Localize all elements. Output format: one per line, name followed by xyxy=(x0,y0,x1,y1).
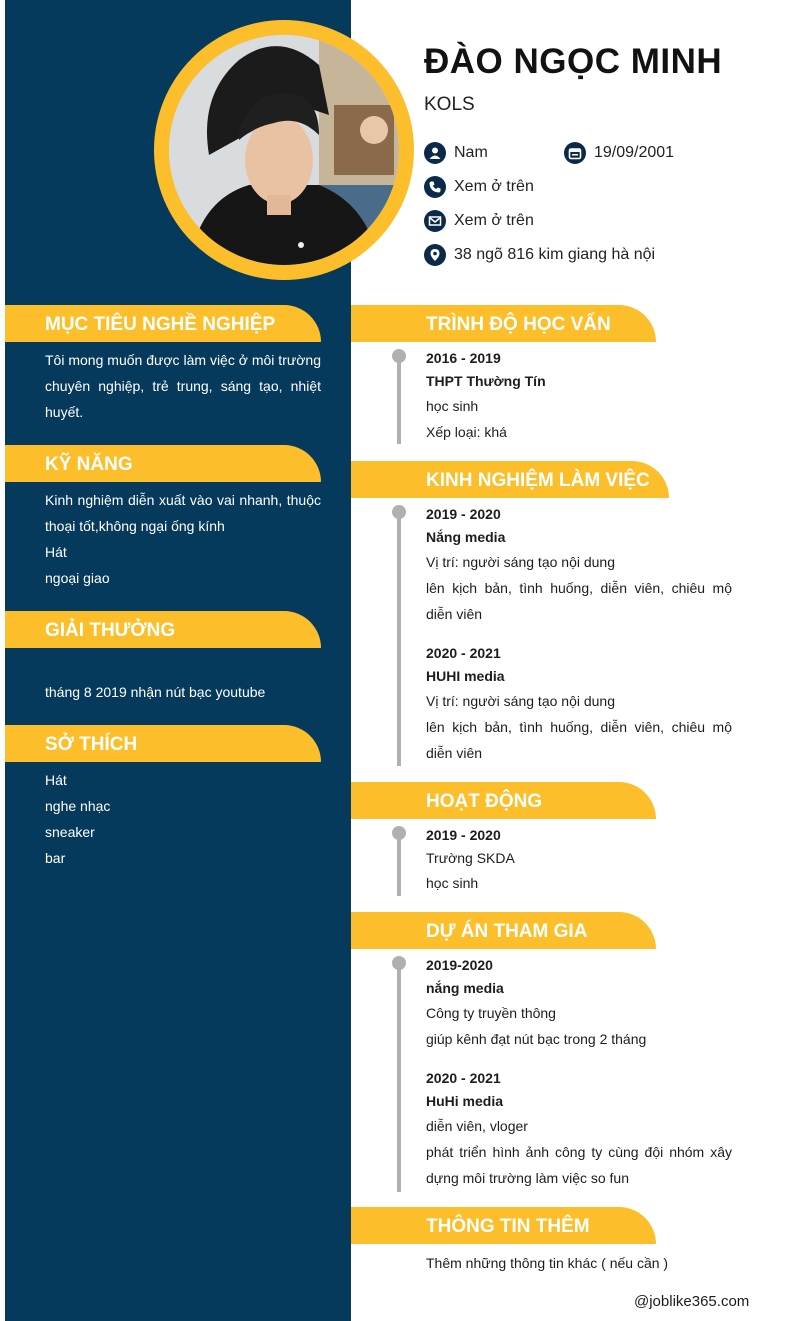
entry-line: lên kịch bản, tình huống, diễn viên, chiêu mộ diễn viên xyxy=(426,719,732,761)
awards-list xyxy=(45,679,321,705)
timeline-line xyxy=(397,356,401,444)
entry-period: 2020 - 2021 xyxy=(426,1070,501,1086)
timeline-line xyxy=(397,833,401,896)
user-icon xyxy=(424,142,446,164)
hobbies-list xyxy=(45,767,321,871)
entry-line: học sinh xyxy=(426,398,479,414)
info-birthdate xyxy=(564,142,674,164)
entry-line: lên kịch bản, tình huống, diễn viên, chiêu mộ diễn viên xyxy=(426,580,732,622)
entry-organization: Trường SKDA xyxy=(426,850,515,866)
info-phone xyxy=(424,176,534,198)
timeline-line xyxy=(397,512,401,766)
footer-credit: @joblike365.com xyxy=(634,1293,750,1310)
entry-line: giúp kênh đạt nút bạc trong 2 tháng xyxy=(426,1031,647,1047)
more-info xyxy=(426,1250,732,1276)
section-projects-title: DỰ ÁN THAM GIA xyxy=(351,912,656,949)
timeline-dot xyxy=(392,349,406,363)
section-activities-title: HOẠT ĐỘNG xyxy=(351,782,656,819)
section-skills-title: KỸ NĂNG xyxy=(5,445,321,482)
phone-icon xyxy=(424,176,446,198)
list-item: Hát xyxy=(45,772,67,788)
list-item: sneaker xyxy=(45,824,95,840)
info-email xyxy=(424,210,534,232)
entry-period: 2020 - 2021 xyxy=(426,645,501,661)
info-gender xyxy=(424,142,488,164)
experience-entry xyxy=(426,642,732,766)
location-pin-icon xyxy=(424,244,446,266)
list-item: bar xyxy=(45,850,66,866)
project-entry xyxy=(426,1067,732,1191)
phone-value: Xem ở trên xyxy=(454,178,534,195)
entry-line: diễn viên, vloger xyxy=(426,1118,528,1134)
entry-organization: HUHI media xyxy=(426,668,505,684)
section-experience-title: KINH NGHIỆM LÀM VIỆC xyxy=(351,461,669,498)
list-item: nghe nhạc xyxy=(45,798,111,814)
timeline-dot xyxy=(392,956,406,970)
experience-entry xyxy=(426,503,732,627)
more-info-text: Thêm những thông tin khác ( nếu cần ) xyxy=(426,1255,669,1271)
entry-organization: nắng media xyxy=(426,980,504,996)
avatar xyxy=(169,35,399,265)
entry-organization: THPT Thường Tín xyxy=(426,373,546,389)
skills-list xyxy=(45,487,321,591)
section-hobbies-title: SỞ THÍCH xyxy=(5,725,321,762)
info-address xyxy=(424,244,655,266)
education-entry xyxy=(426,347,732,445)
entry-period: 2019-2020 xyxy=(426,957,493,973)
list-item: tháng 8 2019 nhận nút bạc youtube xyxy=(45,684,266,700)
section-awards-title: GIẢI THƯỞNG xyxy=(5,611,321,648)
calendar-icon xyxy=(564,142,586,164)
email-value: Xem ở trên xyxy=(454,212,534,229)
entry-period: 2019 - 2020 xyxy=(426,827,501,843)
objective-text: Tôi mong muốn được làm việc ở môi trường chuyên nghiệp, trẻ trung, sáng tạo, nhiệt huyết. xyxy=(45,352,321,420)
entry-line: Công ty truyền thông xyxy=(426,1005,556,1021)
entry-period: 2019 - 2020 xyxy=(426,506,501,522)
gender-value: Nam xyxy=(454,144,488,161)
list-item: Hát xyxy=(45,544,67,560)
entry-organization: HuHi media xyxy=(426,1093,504,1109)
entry-line: Vị trí: người sáng tạo nội dung xyxy=(426,693,615,709)
list-item: Kinh nghiệm diễn xuất vào vai nhanh, thuộc thoại tốt,không ngại ống kính xyxy=(45,492,321,534)
avatar-photo-illustration xyxy=(169,35,399,265)
activity-entry xyxy=(426,824,732,896)
timeline-dot xyxy=(392,826,406,840)
project-entry xyxy=(426,954,732,1052)
candidate-name: ĐÀO NGỌC MINH xyxy=(424,42,723,81)
list-item: ngoại giao xyxy=(45,570,110,586)
entry-period: 2016 - 2019 xyxy=(426,350,501,366)
section-education-title: TRÌNH ĐỘ HỌC VẤN xyxy=(351,305,656,342)
entry-line: phát triển hình ảnh công ty cùng đội nhóm xây dựng môi trường làm việc so fun xyxy=(426,1144,732,1186)
section-more-title: THÔNG TIN THÊM xyxy=(351,1207,656,1244)
entry-organization: Nắng media xyxy=(426,529,506,545)
entry-line: Xếp loại: khá xyxy=(426,424,507,440)
email-icon xyxy=(424,210,446,232)
section-objective-title: MỤC TIÊU NGHỀ NGHIỆP xyxy=(5,305,321,342)
entry-line: học sinh xyxy=(426,875,479,891)
timeline-dot xyxy=(392,505,406,519)
birthdate-value: 19/09/2001 xyxy=(594,144,675,161)
job-title: KOLS xyxy=(424,94,475,115)
entry-line: Vị trí: người sáng tạo nội dung xyxy=(426,554,615,570)
timeline-line xyxy=(397,963,401,1192)
address-value: 38 ngõ 816 kim giang hà nội xyxy=(454,246,656,263)
